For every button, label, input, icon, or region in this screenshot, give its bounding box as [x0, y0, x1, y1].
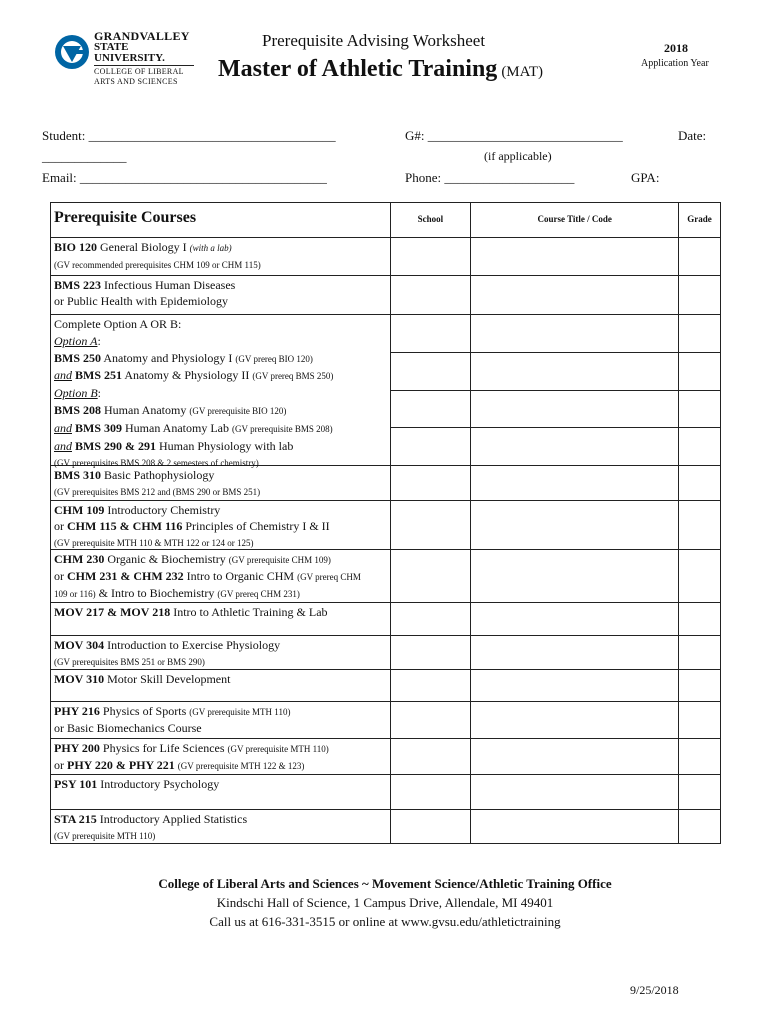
- course-name: General Biology I: [100, 240, 187, 254]
- course-title-cell[interactable]: [470, 550, 678, 602]
- gpa-label: GPA:: [631, 170, 660, 185]
- school-cell-group: [390, 315, 471, 465]
- course-title-cell[interactable]: [470, 775, 678, 809]
- logo-line-4: ARTS AND SCIENCES: [94, 77, 178, 86]
- course-psy101: [51, 775, 390, 809]
- document-date: 9/25/2018: [630, 983, 679, 997]
- course-name: Anatomy & Physiology II: [124, 368, 250, 383]
- course-name: Anatomy and Physiology I: [103, 350, 233, 365]
- course-code: BIO 120: [54, 240, 98, 254]
- course-title-cell[interactable]: [470, 603, 678, 635]
- table-row: [51, 774, 720, 809]
- or-label: or: [54, 519, 64, 533]
- header-course-title-code: Course Title / Code: [470, 203, 678, 237]
- table-row: [51, 500, 720, 549]
- table-row: [51, 275, 720, 314]
- and-label: and: [54, 368, 72, 383]
- course-code: BMS 310: [54, 468, 102, 482]
- course-chm230: [51, 550, 390, 602]
- course-code: CHM 109: [54, 503, 105, 517]
- course-code: BMS 208: [54, 402, 102, 417]
- course-title-cell-group: [470, 315, 678, 465]
- school-cell[interactable]: [390, 466, 471, 500]
- course-prereq: (GV prerequisites BMS 212 and (BMS 290 or BMS 251): [54, 487, 261, 497]
- course-prereq: (GV prerequisite MTH 110): [54, 831, 156, 841]
- title-text: Master of Athletic Training: [218, 56, 498, 82]
- course-alternative: or Basic Biomechanics Course: [54, 721, 202, 735]
- gvsu-logo-icon: [54, 32, 90, 72]
- student-field-continuation[interactable]: _____________: [42, 149, 127, 164]
- course-title-cell[interactable]: [470, 636, 678, 669]
- course-name: Human Anatomy: [104, 402, 187, 417]
- logo-line-1: GRANDVALLEY: [94, 29, 190, 43]
- application-year-label: Application Year: [641, 58, 709, 69]
- worksheet-subtitle: Prerequisite Advising Worksheet: [262, 31, 486, 50]
- grade-cell[interactable]: [678, 501, 720, 549]
- course-prereq: (GV prereq CHM 231): [217, 589, 300, 599]
- g-number-field[interactable]: G#: ______________________________: [405, 128, 623, 143]
- grade-cell[interactable]: [678, 466, 720, 500]
- course-title-cell[interactable]: [470, 670, 678, 701]
- school-cell[interactable]: [390, 739, 471, 774]
- course-name: Infectious Human Diseases: [104, 278, 236, 292]
- course-mov304: [51, 636, 390, 669]
- course-title-cell[interactable]: [471, 390, 678, 428]
- footer-contact: Call us at 616-331-3515 or online at www.gvsu.edu/athletictraining: [209, 914, 561, 929]
- grade-cell[interactable]: [678, 603, 720, 635]
- school-cell[interactable]: [390, 702, 471, 738]
- course-bio120: [51, 238, 390, 275]
- course-name: Introductory Chemistry: [107, 503, 221, 517]
- table-row: [51, 602, 720, 635]
- grade-cell[interactable]: [679, 390, 720, 428]
- table-row: [51, 237, 720, 275]
- course-phy216: [51, 702, 390, 738]
- course-mov217: [51, 603, 390, 635]
- course-title-cell[interactable]: [470, 702, 678, 738]
- course-prereq: (GV recommended prerequisites CHM 109 or CHM 115): [54, 260, 261, 270]
- table-row: [51, 465, 720, 500]
- course-code: BMS 223: [54, 278, 102, 292]
- course-prereq: (GV prereq BMS 250): [252, 371, 334, 382]
- phone-field[interactable]: Phone: ____________________: [405, 170, 575, 185]
- student-field[interactable]: Student: ______________________________________: [42, 128, 336, 143]
- grade-cell[interactable]: [678, 670, 720, 701]
- table-row-options: [51, 314, 720, 469]
- school-cell[interactable]: [390, 238, 471, 275]
- course-code: PHY 200: [54, 741, 100, 755]
- course-code: BMS 309: [75, 420, 123, 435]
- course-name: Human Anatomy Lab: [125, 420, 229, 435]
- school-cell[interactable]: [390, 276, 471, 314]
- course-sta215: [51, 810, 390, 843]
- grade-cell-group: [678, 315, 720, 465]
- course-code: MOV 217 & MOV 218: [54, 605, 171, 619]
- school-cell[interactable]: [391, 315, 471, 352]
- course-chm109: [51, 501, 390, 549]
- prerequisite-table: [50, 202, 721, 844]
- and-label: and: [54, 420, 72, 435]
- course-prereq: (GV prereq CHM: [297, 572, 361, 582]
- course-title-cell[interactable]: [471, 315, 678, 352]
- course-name: & Intro to Biochemistry: [98, 586, 215, 600]
- header-prerequisite-courses: Prerequisite Courses: [54, 209, 197, 226]
- header-grade: Grade: [678, 203, 720, 237]
- course-prereq: (GV prerequisite CHM 109): [228, 555, 331, 565]
- course-prereq: (GV prerequisites BMS 251 or BMS 290): [54, 657, 205, 667]
- course-name: Organic & Biochemistry: [107, 552, 226, 566]
- course-prereq: (GV prerequisites BMS 208 & 2 semesters of chemistry): [54, 458, 259, 469]
- course-prereq: (GV prerequisite MTH 110 & MTH 122 or 124 or 125): [54, 538, 254, 548]
- course-phy200: [51, 739, 390, 774]
- footer-office: College of Liberal Arts and Sciences ~ Movement Science/Athletic Training Office: [158, 876, 612, 891]
- option-b-label: Option B: [54, 386, 98, 401]
- course-name: Intro to Athletic Training & Lab: [173, 605, 328, 619]
- course-code: MOV 310: [54, 672, 105, 686]
- course-bms223: [51, 276, 390, 314]
- course-title-cell[interactable]: [470, 739, 678, 774]
- course-name: Introductory Applied Statistics: [99, 812, 248, 826]
- course-note: (with a lab): [189, 243, 232, 253]
- course-prereq-cont: 109 or 116): [54, 589, 96, 599]
- school-cell[interactable]: [391, 390, 471, 428]
- date-label: Date:: [678, 128, 707, 143]
- table-row: [51, 738, 720, 774]
- course-title-cell[interactable]: [470, 501, 678, 549]
- course-code: PHY 216: [54, 704, 100, 718]
- school-cell[interactable]: [390, 636, 471, 669]
- course-name: Physics for Life Sciences: [102, 741, 225, 755]
- title-suffix: (MAT): [501, 64, 543, 80]
- option-intro: Complete Option A OR B:: [54, 317, 182, 331]
- course-code: PHY 220 & PHY 221: [67, 758, 175, 772]
- or-label: or: [54, 569, 64, 583]
- course-options: Complete Option A OR B: Option A: BMS 250 Anatomy and Physiology I (GV prereq BIO 120) and BMS 251 Anatomy & Physiology II (GV prereq BMS 250) Option B: BMS 208 Human Anatomy (GV prerequisite BIO 120) and BMS 309 Human Anatomy Lab (GV prerequisite BMS 208) and BMS 290 & 291 Human Physiology with lab (GV prerequisites BMS 208 & 2 semesters of chemistry): [54, 317, 334, 469]
- page-title: [218, 56, 543, 83]
- school-cell[interactable]: [391, 352, 471, 390]
- option-a-label: Option A: [54, 333, 98, 348]
- grade-cell[interactable]: [679, 315, 720, 352]
- course-alternative: or Public Health with Epidemiology: [54, 294, 228, 308]
- grade-cell[interactable]: [678, 238, 720, 275]
- school-cell[interactable]: [390, 603, 471, 635]
- course-name: Human Physiology with lab: [159, 438, 294, 453]
- course-mov310: [51, 670, 390, 701]
- course-prereq: (GV prerequisite MTH 110): [227, 744, 329, 754]
- application-year: 2018: [664, 41, 688, 55]
- course-prereq: (GV prerequisite MTH 110): [189, 707, 291, 717]
- course-title-cell[interactable]: [470, 276, 678, 314]
- and-label: and: [54, 438, 72, 453]
- course-prereq: (GV prerequisite BIO 120): [189, 405, 287, 416]
- course-prereq: (GV prereq BIO 120): [235, 353, 313, 364]
- school-cell[interactable]: [390, 501, 471, 549]
- course-title-cell[interactable]: [470, 238, 678, 275]
- school-cell[interactable]: [390, 810, 471, 843]
- course-name: Introductory Psychology: [100, 777, 220, 791]
- course-code: STA 215: [54, 812, 97, 826]
- logo-line-3: COLLEGE OF LIBERAL: [94, 67, 184, 76]
- or-label: or: [54, 758, 64, 772]
- table-row: [51, 809, 720, 843]
- footer-address: Kindschi Hall of Science, 1 Campus Drive, Allendale, MI 49401: [216, 895, 554, 910]
- course-name: Introduction to Exercise Physiology: [107, 638, 281, 652]
- course-title-cell[interactable]: [470, 810, 678, 843]
- school-cell[interactable]: [391, 427, 471, 465]
- grade-cell[interactable]: [678, 276, 720, 314]
- grade-cell[interactable]: [678, 739, 720, 774]
- grade-cell[interactable]: [678, 702, 720, 738]
- school-cell[interactable]: [390, 670, 471, 701]
- course-code: BMS 250: [54, 350, 102, 365]
- course-code: PSY 101: [54, 777, 98, 791]
- logo-line-2: STATE UNIVERSITY.: [94, 42, 194, 66]
- course-title-cell[interactable]: [471, 427, 678, 465]
- course-name: Basic Pathophysiology: [104, 468, 215, 482]
- table-row: [51, 549, 720, 602]
- table-header-row: [51, 203, 720, 237]
- course-title-cell[interactable]: [471, 352, 678, 390]
- course-name: Motor Skill Development: [107, 672, 231, 686]
- table-row: [51, 669, 720, 701]
- grade-cell[interactable]: [678, 775, 720, 809]
- grade-cell[interactable]: [678, 810, 720, 843]
- school-cell[interactable]: [390, 550, 471, 602]
- email-field[interactable]: Email: ______________________________________: [42, 170, 327, 185]
- gvsu-logo: [54, 29, 194, 86]
- grade-cell[interactable]: [678, 550, 720, 602]
- grade-cell[interactable]: [679, 427, 720, 465]
- course-name: Physics of Sports: [102, 704, 187, 718]
- header-school: School: [390, 203, 471, 237]
- grade-cell[interactable]: [678, 636, 720, 669]
- course-bms310: [51, 466, 390, 500]
- school-cell[interactable]: [390, 775, 471, 809]
- table-row: [51, 701, 720, 738]
- course-name: Intro to Organic CHM: [186, 569, 295, 583]
- course-title-cell[interactable]: [470, 466, 678, 500]
- course-prereq: (GV prerequisite MTH 122 & 123): [177, 761, 305, 771]
- if-applicable-note: (if applicable): [484, 149, 552, 163]
- grade-cell[interactable]: [679, 352, 720, 390]
- course-code: BMS 290 & 291: [75, 438, 156, 453]
- course-code: BMS 251: [75, 368, 123, 383]
- table-row: [51, 635, 720, 669]
- course-name: Principles of Chemistry I & II: [185, 519, 330, 533]
- course-code: CHM 230: [54, 552, 105, 566]
- course-code: CHM 115 & CHM 116: [67, 519, 183, 533]
- course-code: CHM 231 & CHM 232: [67, 569, 184, 583]
- course-code: MOV 304: [54, 638, 105, 652]
- course-prereq: (GV prerequisite BMS 208): [232, 423, 333, 434]
